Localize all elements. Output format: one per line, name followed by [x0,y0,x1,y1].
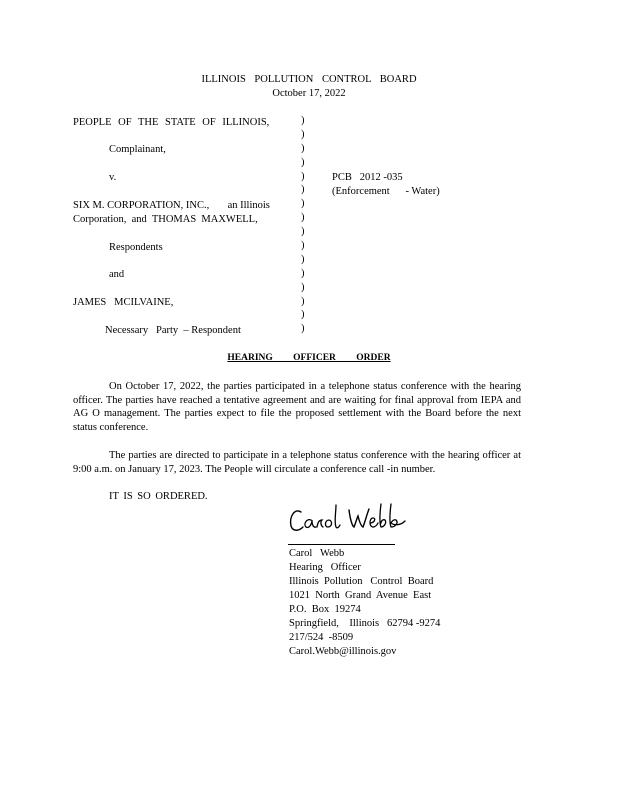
third-party-role: Necessary Party – Respondent [105,325,241,336]
address-pobox: P.O. Box 19274 [289,604,361,615]
versus-label: v. [109,172,117,183]
board-name: ILLINOIS POLLUTION CONTROL BOARD [201,74,417,85]
defendant-role: Respondents [109,242,163,253]
case-number: PCB 2012 -035 [332,172,403,183]
address-street: 1021 North Grand Avenue East [289,590,432,601]
third-party-name: JAMES MCILVAINE, [73,297,174,308]
email-address: Carol.Webb@illinois.gov [289,646,397,657]
defendant-line-1: SIX M. CORPORATION, INC., an Illinois [73,200,270,211]
and-label: and [109,269,125,280]
plaintiff-name: PEOPLE OF THE STATE OF ILLINOIS, [73,117,270,128]
handwritten-signature [287,500,413,538]
case-type: (Enforcement - Water) [332,186,440,197]
plaintiff-role: Complainant, [109,144,166,155]
signature-line [288,544,395,545]
so-ordered: IT IS SO ORDERED. [109,491,208,502]
defendant-line-2: Corporation, and THOMAS MAXWELL, [73,214,258,225]
address-city: Springfield, Illinois 62794 -9274 [289,618,441,629]
signer-organization: Illinois Pollution Control Board [289,576,434,587]
order-title: HEARING OFFICER ORDER [227,353,391,363]
caption-bracket-column: ) ) ) ) ) ) ) ) ) ) ) ) ) ) ) ) [301,115,305,335]
signer-name: Carol Webb [289,548,345,559]
signer-title: Hearing Officer [289,562,361,573]
paragraph-directive: The parties are directed to participate in a telephone status conference with the hearing officer at 9:00 a.m. on January 17, 2023. The People will circulate a conference call -in number. [73,450,521,475]
order-date: October 17, 2022 [272,88,346,99]
paragraph-status: On October 17, 2022, the parties participated in a telephone status conference with the hearing officer. The parties have reached a tentative agreement and are waiting for final approval from IEPA and AG O management. The parties expect to file the proposed settlement with the Board before the next status conference. [73,381,521,433]
phone-number: 217/524 -8509 [289,632,354,643]
